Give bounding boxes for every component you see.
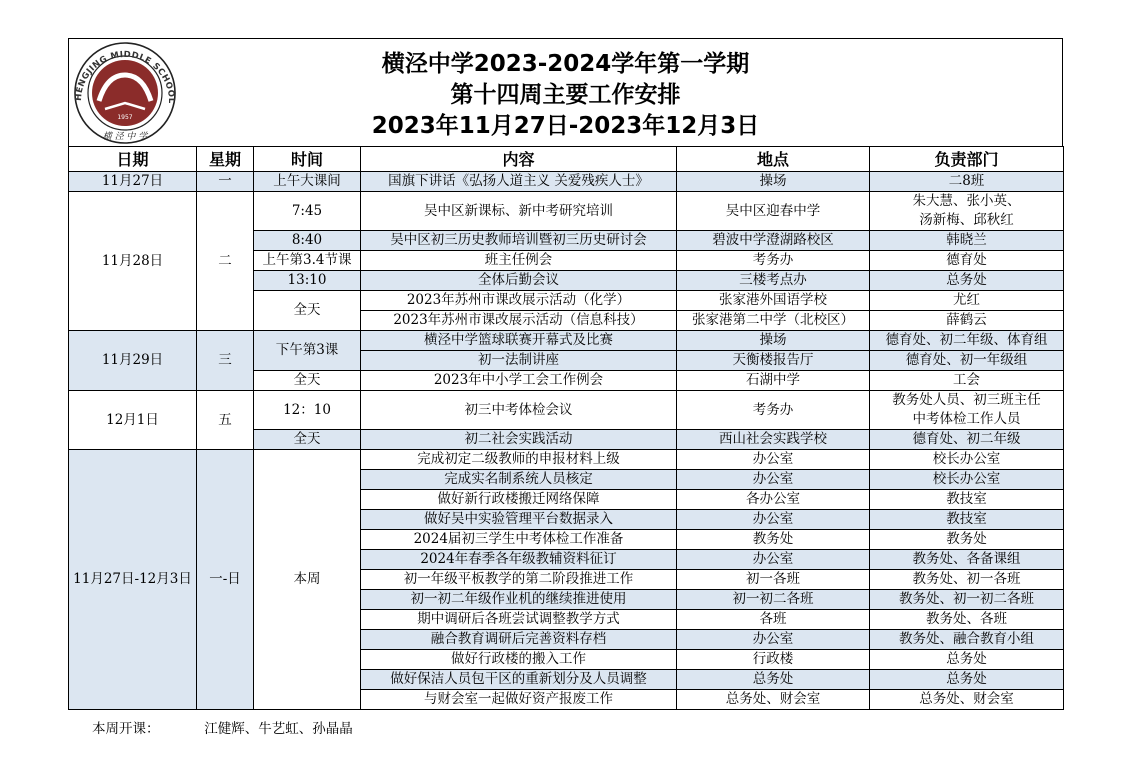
dept-cell: 教技室 — [870, 490, 1064, 510]
content-cell: 初三中考体检会议 — [361, 391, 677, 430]
content-cell: 完成初定二级教师的申报材料上级 — [361, 450, 677, 470]
footer-names: 江健辉、牛艺虹、孙晶晶 — [204, 721, 353, 737]
weekday-cell: 二 — [197, 192, 254, 331]
col-header-content: 内容 — [361, 147, 677, 172]
dept-cell: 总务处 — [870, 650, 1064, 670]
dept-cell — [870, 192, 1064, 231]
col-header-time: 时间 — [254, 147, 361, 172]
location-cell: 考务办 — [677, 251, 870, 271]
dept-cell: 总务处 — [870, 271, 1064, 291]
location-cell: 张家港第二中学（北校区） — [677, 311, 870, 331]
content-cell: 2024届初三学生中考体检工作准备 — [361, 530, 677, 550]
footer-teaching-note — [92, 717, 353, 737]
content-cell: 完成实名制系统人员核定 — [361, 470, 677, 490]
table-row — [69, 192, 1064, 231]
dept-cell: 教务处、各备课组 — [870, 550, 1064, 570]
col-header-location: 地点 — [677, 147, 870, 172]
date-cell: 11月29日 — [69, 331, 197, 391]
table-row — [69, 450, 1064, 470]
logo-ring-text: HENGJING MIDDLE SCHOOL — [73, 49, 177, 104]
title-line-2: 第十四周主要工作安排 — [450, 82, 681, 108]
location-cell: 办公室 — [677, 510, 870, 530]
location-cell: 初一各班 — [677, 570, 870, 590]
content-cell: 初二社会实践活动 — [361, 430, 677, 450]
dept-line: 教务处人员、初三班主任 — [892, 392, 1041, 408]
header-row — [69, 147, 1064, 172]
dept-cell: 总务处、财会室 — [870, 690, 1064, 710]
location-cell: 各办公室 — [677, 490, 870, 510]
dept-cell: 教务处、初一各班 — [870, 570, 1064, 590]
location-cell: 总务处、财会室 — [677, 690, 870, 710]
dept-cell: 德育处、初二年级、体育组 — [870, 331, 1064, 351]
location-cell: 教务处 — [677, 530, 870, 550]
weekday-cell: 三 — [197, 331, 254, 391]
location-cell: 行政楼 — [677, 650, 870, 670]
content-cell: 2024年春季各年级教辅资料征订 — [361, 550, 677, 570]
dept-cell: 尤红 — [870, 291, 1064, 311]
location-cell: 操场 — [677, 172, 870, 192]
weekday-cell: 五 — [197, 391, 254, 450]
location-cell: 初一初二各班 — [677, 590, 870, 610]
logo-chinese-text: 横 泾 中 学 — [102, 132, 148, 142]
logo-year: 1957 — [117, 114, 133, 121]
table-row — [69, 331, 1064, 351]
content-cell: 做好新行政楼搬迁网络保障 — [361, 490, 677, 510]
dept-cell: 教务处、初一初二各班 — [870, 590, 1064, 610]
content-cell: 横泾中学篮球联赛开幕式及比赛 — [361, 331, 677, 351]
content-cell: 初一初二年级作业机的继续推进使用 — [361, 590, 677, 610]
col-header-dept: 负责部门 — [870, 147, 1064, 172]
location-cell: 三楼考点办 — [677, 271, 870, 291]
schedule-sheet — [68, 38, 1063, 710]
footer-label: 本周开课： — [92, 721, 160, 737]
dept-cell: 教务处、融合教育小组 — [870, 630, 1064, 650]
time-cell: 8:40 — [254, 231, 361, 251]
table-row — [69, 391, 1064, 430]
content-cell: 全体后勤会议 — [361, 271, 677, 291]
schedule-table — [68, 146, 1064, 710]
time-cell: 上午大课间 — [254, 172, 361, 192]
content-cell: 做好行政楼的搬入工作 — [361, 650, 677, 670]
dept-cell: 总务处 — [870, 670, 1064, 690]
content-cell: 与财会室一起做好资产报废工作 — [361, 690, 677, 710]
col-header-weekday: 星期 — [197, 147, 254, 172]
content-cell: 吴中区初三历史教师培训暨初三历史研讨会 — [361, 231, 677, 251]
content-cell: 吴中区新课标、新中考研究培训 — [361, 192, 677, 231]
content-cell: 做好保洁人员包干区的重新划分及人员调整 — [361, 670, 677, 690]
content-cell: 2023年苏州市课改展示活动（化学） — [361, 291, 677, 311]
time-cell: 13:10 — [254, 271, 361, 291]
title-line-1: 横泾中学2023-2024学年第一学期 — [381, 51, 750, 77]
location-cell: 石湖中学 — [677, 371, 870, 391]
time-cell: 全天 — [254, 291, 361, 331]
content-cell: 2023年苏州市课改展示活动（信息科技） — [361, 311, 677, 331]
dept-cell: 德育处 — [870, 251, 1064, 271]
date-cell: 11月27日 — [69, 172, 197, 192]
date-cell: 11月28日 — [69, 192, 197, 331]
dept-cell: 工会 — [870, 371, 1064, 391]
content-cell: 初一法制讲座 — [361, 351, 677, 371]
sheet-header — [68, 38, 1063, 146]
time-cell: 12：10 — [254, 391, 361, 430]
content-cell: 班主任例会 — [361, 251, 677, 271]
weekday-cell: 一-日 — [197, 450, 254, 710]
content-cell: 初一年级平板教学的第二阶段推进工作 — [361, 570, 677, 590]
dept-cell: 教技室 — [870, 510, 1064, 530]
location-cell: 办公室 — [677, 470, 870, 490]
dept-cell: 教务处、各班 — [870, 610, 1064, 630]
date-cell: 11月27日-12月3日 — [69, 450, 197, 710]
location-cell: 考务办 — [677, 391, 870, 430]
location-cell: 张家港外国语学校 — [677, 291, 870, 311]
dept-line: 朱大慧、张小英、 — [912, 193, 1021, 209]
time-cell: 7:45 — [254, 192, 361, 231]
dept-cell: 薛鹤云 — [870, 311, 1064, 331]
time-cell: 本周 — [254, 450, 361, 710]
date-cell: 12月1日 — [69, 391, 197, 450]
location-cell: 西山社会实践学校 — [677, 430, 870, 450]
dept-cell: 校长办公室 — [870, 470, 1064, 490]
location-cell: 办公室 — [677, 450, 870, 470]
col-header-date: 日期 — [69, 147, 197, 172]
dept-cell — [870, 391, 1064, 430]
dept-cell: 校长办公室 — [870, 450, 1064, 470]
location-cell: 办公室 — [677, 630, 870, 650]
location-cell: 总务处 — [677, 670, 870, 690]
location-cell: 天衡楼报告厅 — [677, 351, 870, 371]
time-cell: 上午第3.4节课 — [254, 251, 361, 271]
title-block — [69, 49, 1062, 142]
location-cell: 吴中区迎春中学 — [677, 192, 870, 231]
content-cell: 期中调研后各班尝试调整教学方式 — [361, 610, 677, 630]
content-cell: 做好吴中实验管理平台数据录入 — [361, 510, 677, 530]
title-line-3: 2023年11月27日-2023年12月3日 — [371, 113, 760, 139]
location-cell: 办公室 — [677, 550, 870, 570]
location-cell: 操场 — [677, 331, 870, 351]
dept-cell: 教务处 — [870, 530, 1064, 550]
weekday-cell: 一 — [197, 172, 254, 192]
dept-cell: 德育处、初一年级组 — [870, 351, 1064, 371]
time-cell: 全天 — [254, 430, 361, 450]
location-cell: 碧波中学澄湖路校区 — [677, 231, 870, 251]
content-cell: 融合教育调研后完善资料存档 — [361, 630, 677, 650]
time-cell: 全天 — [254, 371, 361, 391]
content-cell: 国旗下讲话《弘扬人道主义 关爱残疾人士》 — [361, 172, 677, 192]
content-cell: 2023年中小学工会工作例会 — [361, 371, 677, 391]
dept-line: 汤新梅、邱秋红 — [919, 212, 1014, 228]
dept-line: 中考体检工作人员 — [912, 411, 1021, 427]
dept-cell: 德育处、初二年级 — [870, 430, 1064, 450]
location-cell: 各班 — [677, 610, 870, 630]
dept-cell: 韩晓兰 — [870, 231, 1064, 251]
table-row — [69, 172, 1064, 192]
dept-cell: 二8班 — [870, 172, 1064, 192]
time-cell: 下午第3课 — [254, 331, 361, 371]
